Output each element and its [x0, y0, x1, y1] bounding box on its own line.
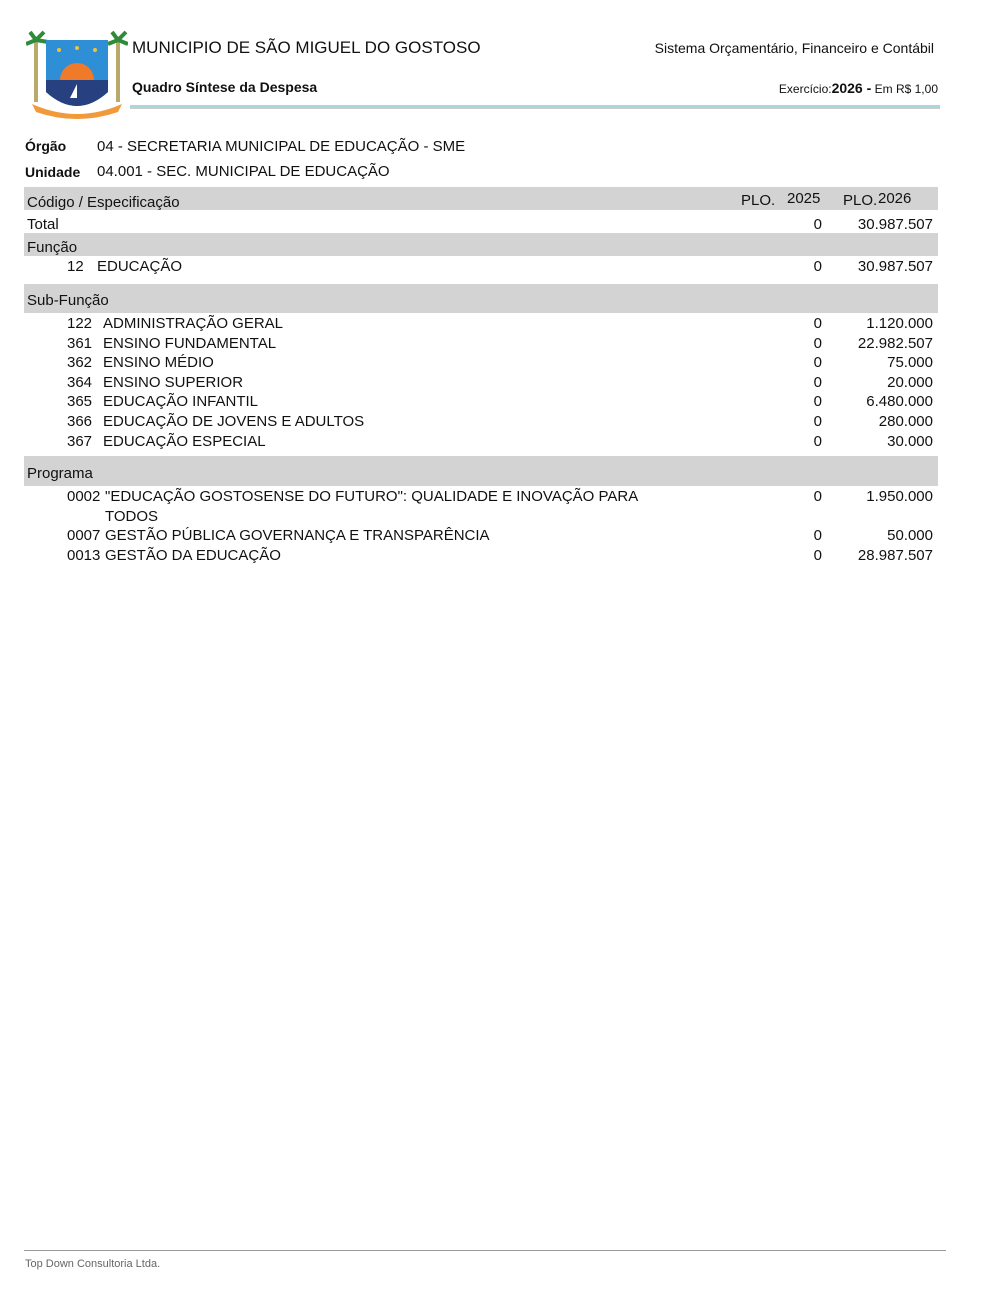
programa-label: Programa: [27, 465, 93, 482]
row-2026: 28.987.507: [857, 547, 933, 564]
row-2026: 30.987.507: [857, 258, 933, 275]
municipal-coat-of-arms-logo: [26, 28, 128, 120]
table-row: [0, 547, 1000, 567]
row-name: EDUCAÇÃO: [97, 258, 183, 275]
table-row: [0, 374, 1000, 394]
row-2025: 0: [813, 432, 822, 450]
funcao-label: Função: [27, 239, 78, 256]
row-code: 362: [67, 354, 93, 372]
row-code: 365: [67, 393, 93, 411]
row-name: GESTÃO PÚBLICA GOVERNANÇA E TRANSPARÊNCIA: [105, 527, 490, 544]
row-2025: 0: [813, 547, 822, 564]
row-2025: 0: [813, 354, 822, 372]
table-row: [0, 433, 1000, 453]
row-code: 0013: [67, 547, 101, 564]
footer-divider: [24, 1250, 946, 1251]
row-name: EDUCAÇÃO DE JOVENS E ADULTOS: [103, 413, 365, 430]
orgao-value: 04 - SECRETARIA MUNICIPAL DE EDUCAÇÃO - SME: [97, 138, 466, 155]
row-name: ADMINISTRAÇÃO GERAL: [103, 315, 284, 332]
row-code: 0002: [67, 488, 101, 505]
row-2026: 1.120.000: [866, 315, 933, 332]
row-2026: 75.000: [887, 354, 933, 372]
row-2026: 30.000: [887, 432, 933, 450]
row-2026: 22.982.507: [857, 334, 933, 352]
row-2026: 1.950.000: [866, 488, 933, 505]
funcao-section-bar: [24, 233, 938, 256]
col-plo-2026-prefix: PLO.: [843, 192, 878, 209]
row-2025: 0: [813, 393, 822, 411]
row-code: 361: [67, 334, 93, 352]
total-2026: 30.987.507: [857, 216, 933, 233]
table-row: [0, 258, 1000, 278]
municipality-name: MUNICIPIO DE SÃO MIGUEL DO GOSTOSO: [132, 38, 481, 57]
orgao-label: Órgão: [25, 138, 67, 154]
programa-section-bar: [24, 456, 938, 486]
row-2025: 0: [813, 527, 822, 544]
col-plo-2025-prefix: PLO.: [741, 192, 776, 209]
row-2025: 0: [813, 373, 822, 391]
total-2025: 0: [813, 216, 822, 233]
col-spec-header: Código / Especificação: [27, 194, 180, 211]
total-label: Total: [27, 216, 59, 233]
unidade-label: Unidade: [25, 164, 81, 180]
exercise-label: Exercício:: [778, 82, 832, 96]
table-row: [0, 335, 1000, 355]
row-2026: 50.000: [887, 527, 933, 544]
row-name: EDUCAÇÃO INFANTIL: [103, 393, 259, 411]
row-name: EDUCAÇÃO ESPECIAL: [103, 432, 266, 450]
row-2026: 20.000: [887, 373, 933, 391]
table-row: [0, 413, 1000, 433]
table-row: [0, 527, 1000, 547]
row-2025: 0: [813, 315, 822, 332]
exercise-info: [779, 80, 938, 96]
col-plo-2025-year: 2025: [787, 190, 821, 207]
row-name: ENSINO FUNDAMENTAL: [103, 334, 277, 352]
row-code: 122: [67, 315, 93, 332]
row-2025: 0: [813, 334, 822, 352]
header-divider: [130, 105, 940, 109]
col-plo-2026-year: 2026: [878, 190, 912, 207]
table-row: [0, 354, 1000, 374]
row-name-continued: TODOS: [105, 508, 159, 525]
row-name: GESTÃO DA EDUCAÇÃO: [105, 547, 281, 564]
row-code: 0007: [67, 527, 101, 544]
row-code: 364: [67, 373, 93, 391]
table-row: [0, 488, 1000, 525]
unidade-value: 04.001 - SEC. MUNICIPAL DE EDUCAÇÃO: [97, 163, 390, 180]
row-2025: 0: [813, 488, 822, 505]
row-code: 367: [67, 432, 93, 450]
exercise-year: 2026 -: [831, 80, 872, 96]
table-row: [0, 393, 1000, 413]
row-name: "EDUCAÇÃO GOSTOSENSE DO FUTURO": QUALIDADE E INOVAÇÃO PARA: [105, 488, 639, 505]
row-code: 12: [67, 258, 84, 275]
row-code: 366: [67, 413, 93, 430]
footer-company: Top Down Consultoria Ltda.: [25, 1258, 161, 1270]
row-2025: 0: [813, 258, 822, 275]
row-name: ENSINO MÉDIO: [103, 354, 214, 372]
row-2026: 6.480.000: [866, 393, 933, 411]
subfuncao-label: Sub-Função: [27, 292, 109, 309]
row-name: ENSINO SUPERIOR: [103, 373, 244, 391]
row-2026: 280.000: [878, 413, 933, 430]
table-row: [0, 315, 1000, 335]
report-title: Quadro Síntese da Despesa: [132, 79, 318, 95]
currency-label: Em R$ 1,00: [874, 82, 938, 96]
subfuncao-section-bar: [24, 284, 938, 313]
row-2025: 0: [813, 413, 822, 430]
system-name: Sistema Orçamentário, Financeiro e Contábil: [654, 40, 934, 56]
